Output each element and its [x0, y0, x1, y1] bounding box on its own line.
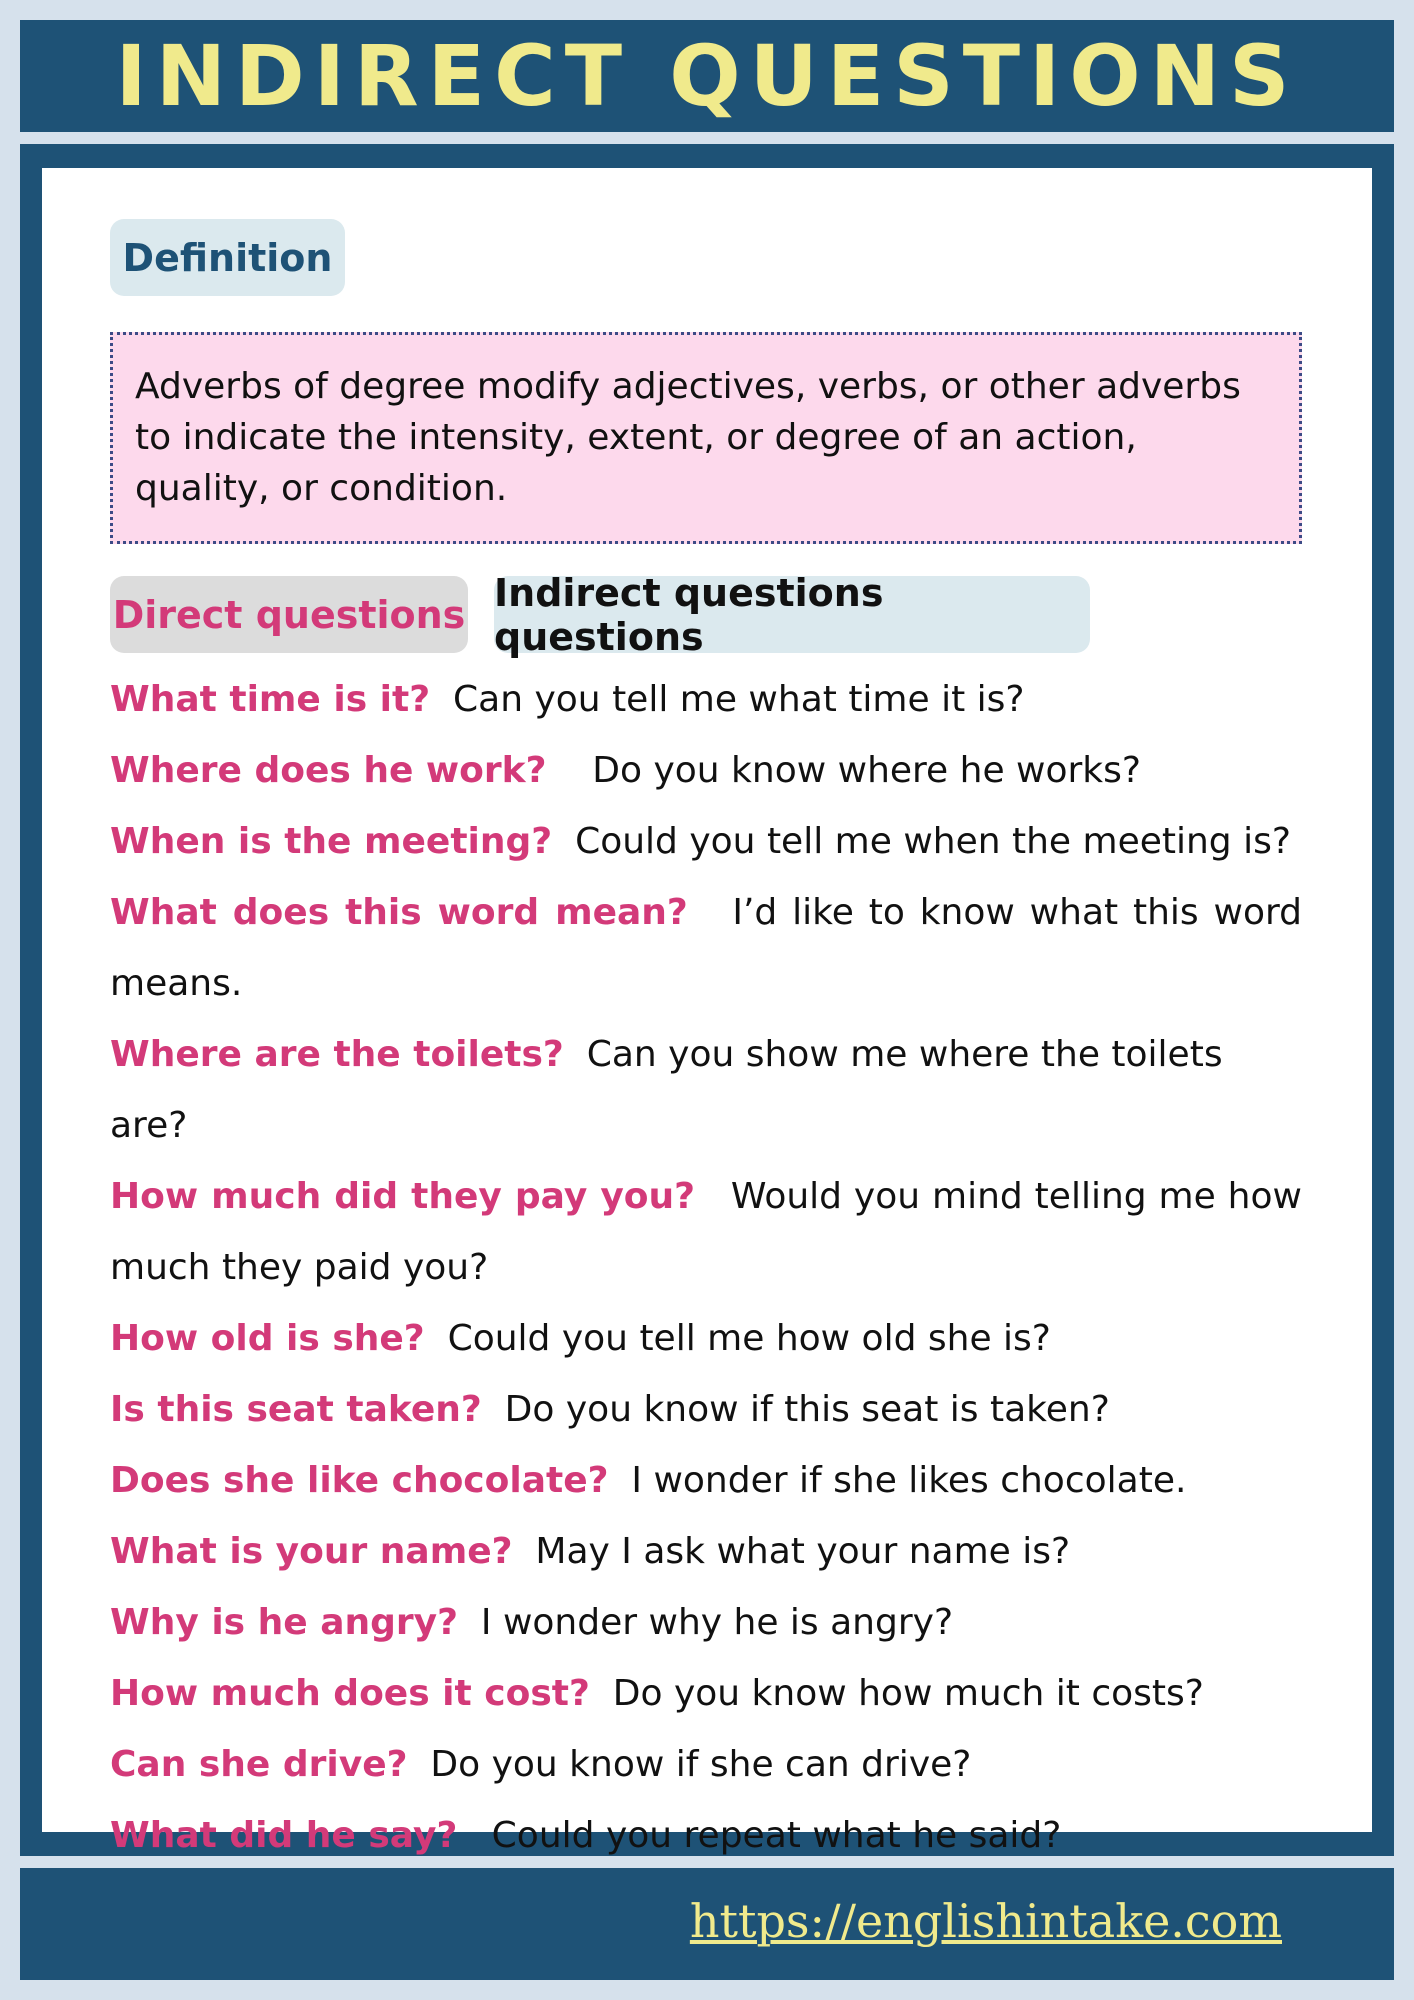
footer-banner — [20, 1868, 1394, 1980]
direct-question: Does she like chocolate? — [110, 1460, 609, 1501]
content-frame — [20, 144, 1394, 1856]
indirect-question: Do you know if she can drive? — [430, 1744, 972, 1785]
definition-label: Definition — [110, 219, 345, 296]
indirect-question: I wonder if she likes chocolate. — [631, 1460, 1187, 1501]
question-row — [110, 1445, 1302, 1516]
question-row — [110, 1374, 1302, 1445]
question-row — [110, 664, 1302, 735]
question-row — [110, 1303, 1302, 1374]
question-row — [110, 1019, 1302, 1161]
indirect-question: Do you know how much it costs? — [612, 1673, 1204, 1714]
indirect-question: Would you mind telling me how much they paid you? — [110, 1176, 1302, 1288]
direct-question: What did he say? — [110, 1815, 458, 1856]
indirect-question: Could you tell me when the meeting is? — [575, 821, 1291, 862]
direct-question: How much does it cost? — [110, 1673, 590, 1714]
question-row — [110, 1516, 1302, 1587]
direct-question: Where does he work? — [110, 750, 547, 791]
indirect-question: I’d like to know what this word means. — [110, 892, 1302, 1004]
indirect-question: Do you know if this seat is taken? — [504, 1389, 1110, 1430]
question-list — [110, 664, 1302, 1871]
indirect-question: Could you repeat what he said? — [491, 1815, 1062, 1856]
direct-question: When is the meeting? — [110, 821, 553, 862]
question-row — [110, 1729, 1302, 1800]
direct-question: What time is it? — [110, 679, 431, 720]
direct-question: How much did they pay you? — [110, 1176, 696, 1217]
indirect-question: I wonder why he is angry? — [480, 1602, 954, 1643]
page-title: INDIRECT QUESTIONS — [115, 27, 1299, 125]
definition-box: Adverbs of degree modify adjectives, verbs, or other adverbs to indicate the intensity, extent, or degree of an action, quality, or condition. — [110, 332, 1302, 544]
direct-questions-label: Direct questions — [110, 576, 468, 653]
question-row — [110, 877, 1302, 1019]
website-link[interactable]: https://englishintake.com — [689, 1894, 1282, 1948]
title-banner — [20, 20, 1394, 132]
indirect-question: Could you tell me how old she is? — [447, 1318, 1051, 1359]
indirect-question: Do you know where he works? — [592, 750, 1142, 791]
direct-question: Where are the toilets? — [110, 1034, 564, 1075]
direct-question: What does this word mean? — [110, 892, 688, 933]
indirect-question: May I ask what your name is? — [535, 1531, 1071, 1572]
direct-question: Why is he angry? — [110, 1602, 459, 1643]
direct-question: Is this seat taken? — [110, 1389, 482, 1430]
question-row — [110, 1658, 1302, 1729]
indirect-questions-label: Indirect questions questions — [494, 576, 1090, 653]
direct-question: What is your name? — [110, 1531, 513, 1572]
question-row — [110, 806, 1302, 877]
question-row — [110, 735, 1302, 806]
direct-question: How old is she? — [110, 1318, 425, 1359]
direct-question: Can she drive? — [110, 1744, 408, 1785]
indirect-question: Can you show me where the toilets are? — [110, 1034, 1223, 1146]
question-row — [110, 1161, 1302, 1303]
question-row — [110, 1800, 1302, 1871]
indirect-question: Can you tell me what time it is? — [453, 679, 1025, 720]
content-card — [42, 168, 1372, 1856]
question-row — [110, 1587, 1302, 1658]
